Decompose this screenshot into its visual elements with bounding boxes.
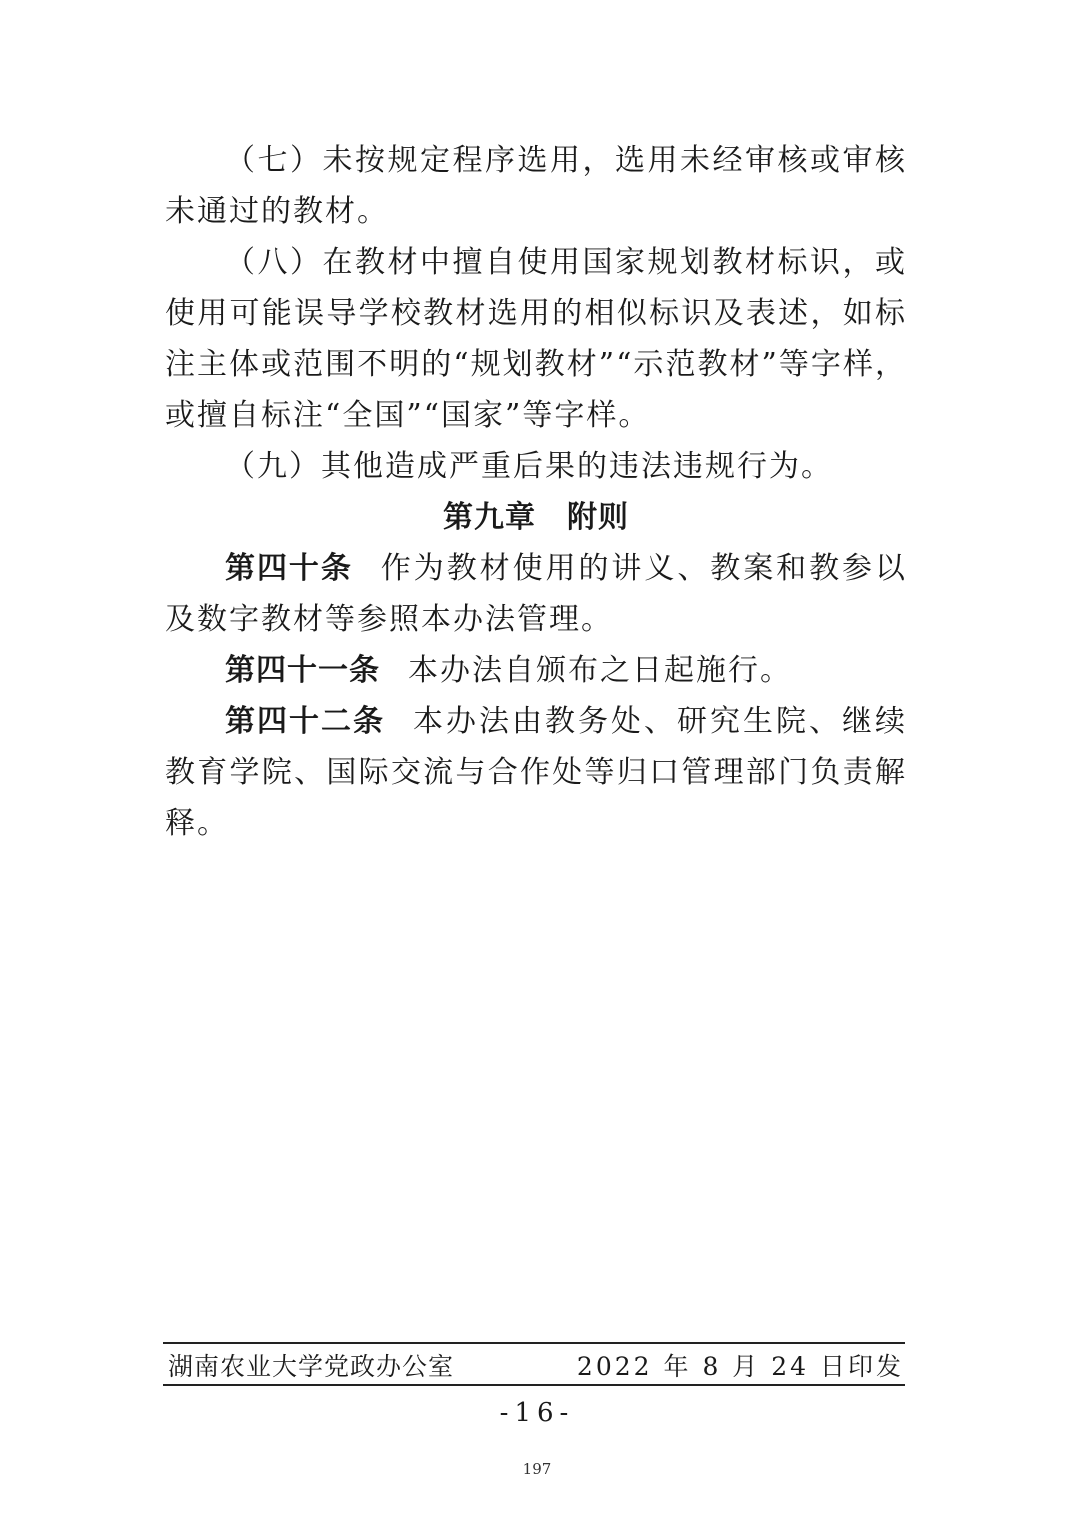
paragraph-item-8: （八）在教材中擅自使用国家规划教材标识，或使用可能误导学校教材选用的相似标识及表述，如标注主体或范围不明的“规划教材”“示范教材”等字样，或擅自标注“全国”“国家”等字样。 bbox=[165, 245, 907, 433]
chapter-title: 第九章 附则 bbox=[443, 500, 629, 535]
footer-bottom-rule bbox=[163, 1384, 905, 1386]
footer-date: 2022 年 8 月 24 日印发 bbox=[576, 1352, 904, 1381]
page-number: -16- bbox=[499, 1398, 575, 1428]
paragraph-item-7: （七）未按规定程序选用，选用未经审核或审核未通过的教材。 bbox=[165, 143, 907, 229]
body-text bbox=[165, 135, 907, 849]
article-41 bbox=[165, 645, 907, 696]
article-number: 第四十条 bbox=[225, 551, 353, 586]
article-number: 第四十一条 bbox=[225, 653, 380, 688]
article-text: 作为教材使用的讲义、教案和教参以及数字教材等参照本办法管理。 bbox=[165, 551, 908, 637]
footer-issuer: 湖南农业大学党政办公室 bbox=[168, 1352, 455, 1381]
footer-top-rule bbox=[163, 1342, 905, 1344]
stamp-number: 197 bbox=[522, 1460, 552, 1478]
paragraph-item-9: （九）其他造成严重后果的违法违规行为。 bbox=[225, 449, 833, 484]
article-42 bbox=[165, 696, 907, 849]
article-text: 本办法自颁布之日起施行。 bbox=[408, 653, 792, 688]
article-text: 本办法由教务处、研究生院、继续教育学院、国际交流与合作处等归口管理部门负责解释。 bbox=[165, 704, 907, 841]
article-40 bbox=[165, 543, 907, 645]
article-number: 第四十二条 bbox=[225, 704, 385, 739]
